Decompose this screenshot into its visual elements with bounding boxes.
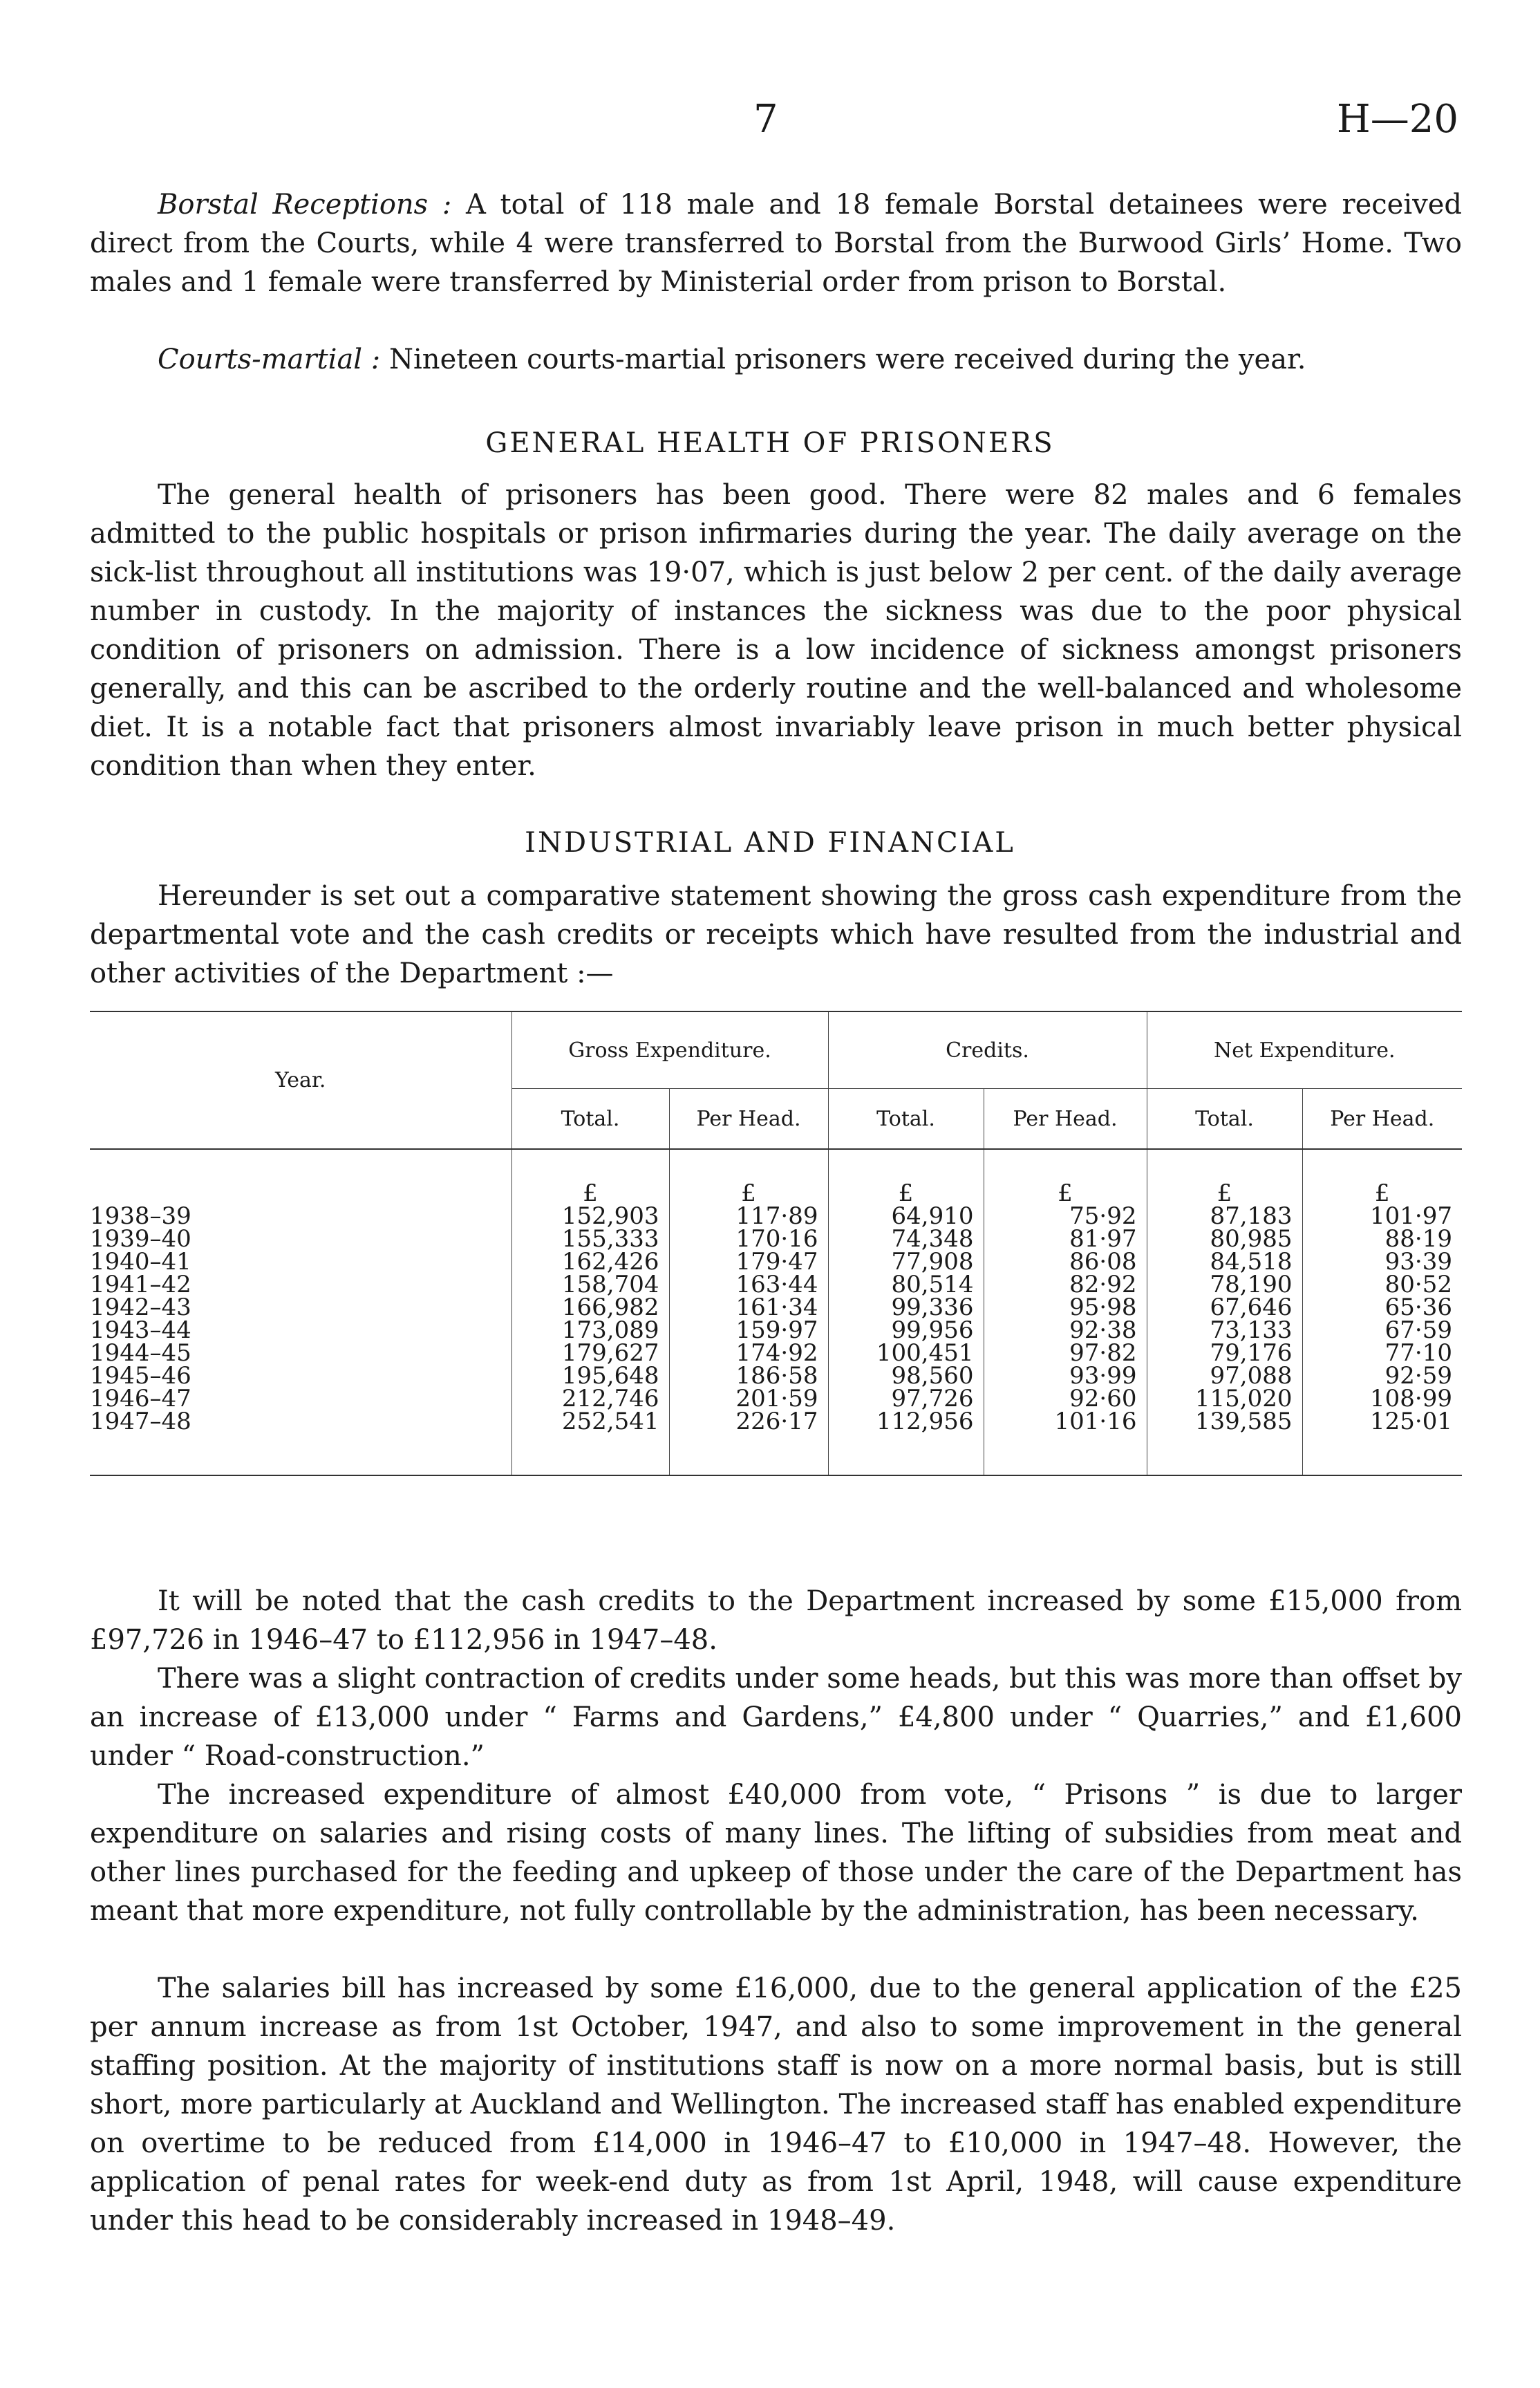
spacer-cell [1147,1433,1302,1475]
net-total-cell: 78,190 [1147,1274,1302,1296]
credits-total-cell: 99,956 [828,1319,984,1342]
credits-per-head-cell: 75·92 [984,1205,1147,1228]
unit-cell: £ [984,1149,1147,1205]
document-reference: H—20 [1336,97,1458,142]
credits-per-head-cell: 81·97 [984,1228,1147,1251]
credits-per-head-cell: 92·38 [984,1319,1147,1342]
spacer-cell [1302,1433,1462,1475]
year-cell: 1946–47 [90,1385,191,1412]
net-total-cell: 139,585 [1147,1410,1302,1433]
credits-header: Credits. [828,1011,1147,1089]
gross-per-head-cell: 179·47 [669,1251,828,1274]
credits-total-cell: 100,451 [828,1342,984,1365]
net-per-head-cell: 67·59 [1302,1319,1462,1342]
unit-row [90,1149,1462,1205]
page-number: 7 [753,97,778,142]
health-heading: GENERAL HEALTH OF PRISONERS [485,427,1055,459]
courts-martial-text: Nineteen courts-martial prisoners were received during the year. [380,344,1306,375]
net-total-cell: 73,133 [1147,1319,1302,1342]
spacer-cell [828,1433,984,1475]
unit-cell-blank [90,1149,511,1205]
credits-per-head-header: Per Head. [984,1089,1147,1150]
net-per-head-cell: 108·99 [1302,1388,1462,1410]
page-header [0,97,1540,152]
credits-total-cell: 99,336 [828,1296,984,1319]
gross-per-head-cell: 174·92 [669,1342,828,1365]
spacer-cell [90,1433,511,1475]
net-per-head-cell: 77·10 [1302,1342,1462,1365]
borstal-receptions-paragraph [90,185,1462,301]
gross-per-head-header: Per Head. [669,1089,828,1150]
credits-per-head-cell: 101·16 [984,1410,1147,1433]
credits-total-cell: 74,348 [828,1228,984,1251]
net-total-cell: 84,518 [1147,1251,1302,1274]
year-cell: 1944–45 [90,1339,191,1367]
gross-total-cell: 158,704 [511,1274,669,1296]
credits-per-head-cell: 92·60 [984,1388,1147,1410]
gross-per-head-cell: 186·58 [669,1365,828,1388]
net-per-head-header: Per Head. [1302,1089,1462,1150]
year-cell: 1941–42 [90,1271,191,1298]
courts-martial-paragraph [90,340,1462,379]
borstal-receptions-text: A total of 118 male and 18 female Borstal detainees were received direct from the Courts, while 4 were transferred to Borstal from the Burwood Girls’ Home. Two males and 1 female were transferred by Ministerial order from prison to Borstal. [90,189,1462,298]
unit-cell: £ [828,1149,984,1205]
gross-total-cell: 162,426 [511,1251,669,1274]
expenditure-table [90,1011,1462,1476]
net-per-head-cell: 93·39 [1302,1251,1462,1274]
year-column-header: Year. [90,1011,511,1149]
gross-total-cell: 195,648 [511,1365,669,1388]
spacer-cell [984,1433,1147,1475]
spacer-cell [511,1433,669,1475]
net-per-head-cell: 88·19 [1302,1228,1462,1251]
net-total-cell: 79,176 [1147,1342,1302,1365]
gross-total-cell: 155,333 [511,1228,669,1251]
unit-cell: £ [1302,1149,1462,1205]
credits-per-head-cell: 97·82 [984,1342,1147,1365]
unit-cell: £ [669,1149,828,1205]
net-total-cell: 80,985 [1147,1228,1302,1251]
expenditure-table-container [90,1011,1462,1476]
notes-paragraph-1: It will be noted that the cash credits to the Department increased by some £15,000 from £97,726 in 1946–47 to £112,956 in 1947–48. [90,1585,1462,1656]
net-per-head-cell: 65·36 [1302,1296,1462,1319]
gross-total-cell: 179,627 [511,1342,669,1365]
credits-total-cell: 80,514 [828,1274,984,1296]
credits-total-cell: 97,726 [828,1388,984,1410]
year-cell: 1942–43 [90,1294,191,1321]
spacer-cell [669,1433,828,1475]
credits-total-cell: 77,908 [828,1251,984,1274]
notes-paragraph-2: There was a slight contraction of credits under some heads, but this was more than offset by an increase of £13,000 under “ Farms and Gardens,” £4,800 under “ Quarries,” and £1,600 under “ Road-construction.” [90,1663,1462,1772]
year-cell: 1947–48 [90,1408,191,1435]
net-total-cell: 97,088 [1147,1365,1302,1388]
credits-total-cell: 98,560 [828,1365,984,1388]
industrial-intro-paragraph: Hereunder is set out a comparative statement showing the gross cash expenditure from the departmental vote and the cash credits or receipts which have resulted from the industrial and other activities of the Department :— [90,880,1462,989]
table-bottom-spacer [90,1433,1462,1475]
credits-per-head-cell: 82·92 [984,1274,1147,1296]
net-expenditure-header: Net Expenditure. [1147,1011,1462,1089]
net-per-head-cell: 80·52 [1302,1274,1462,1296]
credits-per-head-cell: 93·99 [984,1365,1147,1388]
net-total-header: Total. [1147,1089,1302,1150]
notes-paragraph-3: The increased expenditure of almost £40,000 from vote, “ Prisons ” is due to larger expenditure on salaries and rising costs of many lines. The lifting of subsidies from meat and other lines purchased for the feeding and upkeep of those under the care of the Department has meant that more expenditure, not fully controllable by the administration, has been necessary. [90,1779,1462,1927]
net-per-head-cell: 101·97 [1302,1205,1462,1228]
health-paragraph: The general health of prisoners has been good. There were 82 males and 6 females admitted to the public hospitals or prison infirmaries during the year. The daily average on the sick-list throughout all institutions was 19·07, which is just below 2 per cent. of the daily average number in custody. In the majority of instances the sickness was due to the poor physical condition of prisoners on admission. There is a low incidence of sickness amongst prisoners generally, and this can be ascribed to the orderly routine and the well-balanced and wholesome diet. It is a notable fact that prisoners almost invariably leave prison in much better physical condition than when they enter. [90,479,1462,782]
credits-total-cell: 64,910 [828,1205,984,1228]
borstal-receptions-label: Borstal Receptions : [158,189,452,221]
gross-per-head-cell: 201·59 [669,1388,828,1410]
courts-martial-label: Courts-martial : [158,344,381,375]
gross-per-head-cell: 159·97 [669,1319,828,1342]
net-total-cell: 67,646 [1147,1296,1302,1319]
year-cell: 1940–41 [90,1248,191,1276]
year-cell: 1938–39 [90,1202,191,1230]
gross-per-head-cell: 117·89 [669,1205,828,1228]
gross-total-cell: 173,089 [511,1319,669,1342]
gross-per-head-cell: 226·17 [669,1410,828,1433]
year-cell: 1945–46 [90,1362,191,1390]
expenditure-table-body [90,1149,1462,1475]
credits-per-head-cell: 95·98 [984,1296,1147,1319]
credits-total-header: Total. [828,1089,984,1150]
credits-total-cell: 112,956 [828,1410,984,1433]
gross-total-cell: 152,903 [511,1205,669,1228]
unit-cell: £ [511,1149,669,1205]
industrial-heading: INDUSTRIAL AND FINANCIAL [525,827,1015,859]
net-per-head-cell: 92·59 [1302,1365,1462,1388]
gross-expenditure-header: Gross Expenditure. [511,1011,828,1089]
gross-total-cell: 212,746 [511,1388,669,1410]
year-cell: 1939–40 [90,1225,191,1253]
net-total-cell: 115,020 [1147,1388,1302,1410]
unit-cell: £ [1147,1149,1302,1205]
credits-per-head-cell: 86·08 [984,1251,1147,1274]
gross-total-cell: 252,541 [511,1410,669,1433]
net-per-head-cell: 125·01 [1302,1410,1462,1433]
table-row [90,1410,1462,1433]
year-cell: 1943–44 [90,1316,191,1344]
gross-total-cell: 166,982 [511,1296,669,1319]
net-total-cell: 87,183 [1147,1205,1302,1228]
gross-per-head-cell: 163·44 [669,1274,828,1296]
gross-total-header: Total. [511,1089,669,1150]
gross-per-head-cell: 161·34 [669,1296,828,1319]
notes-paragraph-4: The salaries bill has increased by some £16,000, due to the general application of the £25 per annum increase as from 1st October, 1947, and also to some improvement in the general staffing position. At the majority of institutions staff is now on a more normal basis, but is still short, more particularly at Auckland and Wellington. The increased staff has enabled expenditure on overtime to be reduced from £14,000 in 1946–47 to £10,000 in 1947–48. However, the application of penal rates for week-end duty as from 1st April, 1948, will cause expenditure under this head to be considerably increased in 1948–49. [90,1972,1462,2237]
gross-per-head-cell: 170·16 [669,1228,828,1251]
